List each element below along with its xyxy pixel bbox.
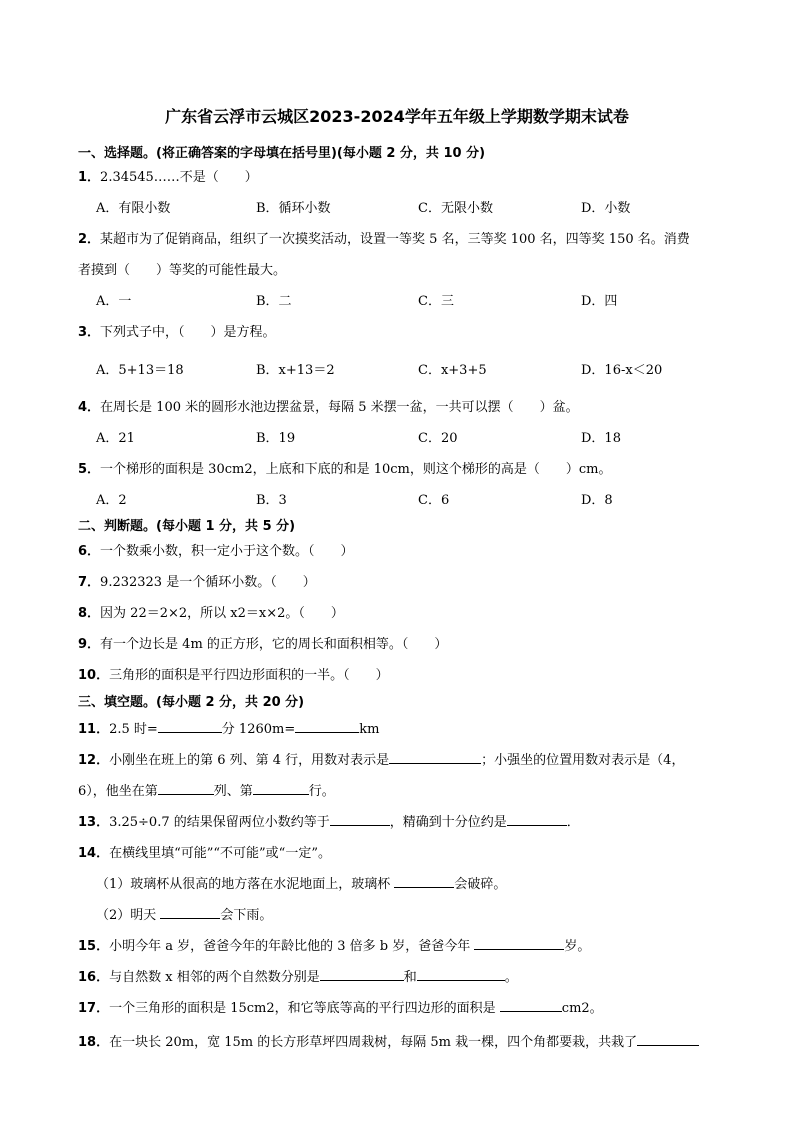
section-choice-heading: 一、选择题。(将正确答案的字母填在括号里)(每小题 2 分，共 10 分) — [78, 146, 486, 161]
option-b[interactable]: B．二 — [256, 294, 292, 309]
option-c[interactable]: C．20 — [418, 431, 458, 446]
answer-blank[interactable] — [253, 782, 309, 795]
option-d[interactable]: D．18 — [581, 431, 621, 446]
answer-blank[interactable] — [474, 937, 564, 950]
question-11: 11．2.5 时= 分 1260m= km — [78, 722, 380, 737]
question-3-options — [96, 359, 736, 379]
question-8: 8．因为 22＝2×2，所以 x2＝x×2。（ ） — [78, 606, 344, 621]
question-2-options — [96, 290, 736, 310]
option-b[interactable]: B．x+13＝2 — [256, 363, 335, 378]
question-12: 12．小刚坐在班上的第 6 列、第 4 行，用数对表示是 ；小强坐的位置用数对表示是（4， — [78, 753, 685, 768]
question-10: 10．三角形的面积是平行四边形面积的一半。（ ） — [78, 668, 389, 683]
option-a[interactable]: A．有限小数 — [96, 201, 171, 216]
option-a[interactable]: A．21 — [96, 431, 135, 446]
answer-blank[interactable] — [507, 813, 567, 826]
option-c[interactable]: C．三 — [418, 294, 454, 309]
question-5: 5．一个梯形的面积是 30cm2，上底和下底的和是 10cm，则这个梯形的高是（ ）cm。 — [78, 462, 612, 477]
question-3: 3．下列式子中，（ ）是方程。 — [78, 325, 276, 340]
answer-blank[interactable] — [389, 751, 481, 764]
option-a[interactable]: A．2 — [96, 493, 127, 508]
question-14-part-2: （2）明天 会下雨。 — [96, 908, 273, 923]
page-title: 广东省云浮市云城区2023-2024学年五年级上学期数学期末试卷 — [165, 107, 629, 126]
question-13: 13．3.25÷0.7 的结果保留两位小数约等于 ，精确到十分位约是 ． — [78, 815, 580, 830]
question-4-options — [96, 427, 736, 447]
answer-blank[interactable] — [295, 720, 359, 733]
option-b[interactable]: B．3 — [256, 493, 287, 508]
option-c[interactable]: C．6 — [418, 493, 450, 508]
question-1: 1．2.34545……不是（ ） — [78, 170, 258, 185]
question-15: 15．小明今年 a 岁，爸爸今年的年龄比他的 3 倍多 b 岁，爸爸今年 岁。 — [78, 939, 591, 954]
question-14-part-1: （1）玻璃杯从很高的地方落在水泥地面上，玻璃杯 会破碎。 — [96, 877, 507, 892]
option-c[interactable]: C．无限小数 — [418, 201, 493, 216]
section-judge-heading: 二、判断题。(每小题 1 分，共 5 分) — [78, 519, 296, 534]
question-1-options — [96, 197, 736, 217]
option-d[interactable]: D．16-x＜20 — [581, 363, 663, 378]
answer-blank[interactable] — [158, 782, 214, 795]
option-a[interactable]: A．5+13＝18 — [96, 363, 184, 378]
question-5-options — [96, 489, 736, 509]
question-7: 7．9.232323 是一个循环小数。（ ） — [78, 575, 316, 590]
question-2-line-2: 者摸到（ ）等奖的可能性最大。 — [78, 263, 287, 278]
question-4: 4．在周长是 100 米的圆形水池边摆盆景，每隔 5 米摆一盆，一共可以摆（ ）盆。 — [78, 400, 579, 415]
question-12-line-2: 6），他坐在第 列、第 行。 — [78, 784, 335, 799]
answer-blank[interactable] — [417, 968, 505, 981]
answer-blank[interactable] — [320, 968, 404, 981]
option-b[interactable]: B．循环小数 — [256, 201, 331, 216]
answer-blank[interactable] — [160, 906, 220, 919]
option-c[interactable]: C．x+3+5 — [418, 363, 487, 378]
answer-blank[interactable] — [500, 999, 562, 1012]
option-b[interactable]: B．19 — [256, 431, 296, 446]
answer-blank[interactable] — [394, 875, 454, 888]
question-2: 2．某超市为了促销商品，组织了一次摸奖活动，设置一等奖 5 名，三等奖 100 名，四等奖 150 名。消费 — [78, 232, 690, 247]
question-6: 6．一个数乘小数，积一定小于这个数。（ ） — [78, 544, 354, 559]
answer-blank[interactable] — [330, 813, 390, 826]
option-d[interactable]: D．小数 — [581, 201, 631, 216]
question-16: 16．与自然数 x 相邻的两个自然数分别是 和 。 — [78, 970, 518, 985]
option-d[interactable]: D．8 — [581, 493, 613, 508]
question-9: 9．有一个边长是 4m 的正方形，它的周长和面积相等。（ ） — [78, 637, 448, 652]
option-a[interactable]: A．一 — [96, 294, 132, 309]
section-fill-heading: 三、填空题。(每小题 2 分，共 20 分) — [78, 695, 305, 710]
question-14: 14．在横线里填“可能”“不可能”或“一定”。 — [78, 846, 331, 861]
question-18: 18．在一块长 20m，宽 15m 的长方形草坪四周栽树，每隔 5m 栽一棵，四个角都要栽，共栽了 — [78, 1031, 699, 1050]
option-d[interactable]: D．四 — [581, 294, 618, 309]
question-17: 17．一个三角形的面积是 15cm2，和它等底等高的平行四边形的面积是 cm2。 — [78, 1001, 603, 1016]
answer-blank[interactable] — [158, 720, 222, 733]
answer-blank[interactable] — [637, 1033, 699, 1046]
